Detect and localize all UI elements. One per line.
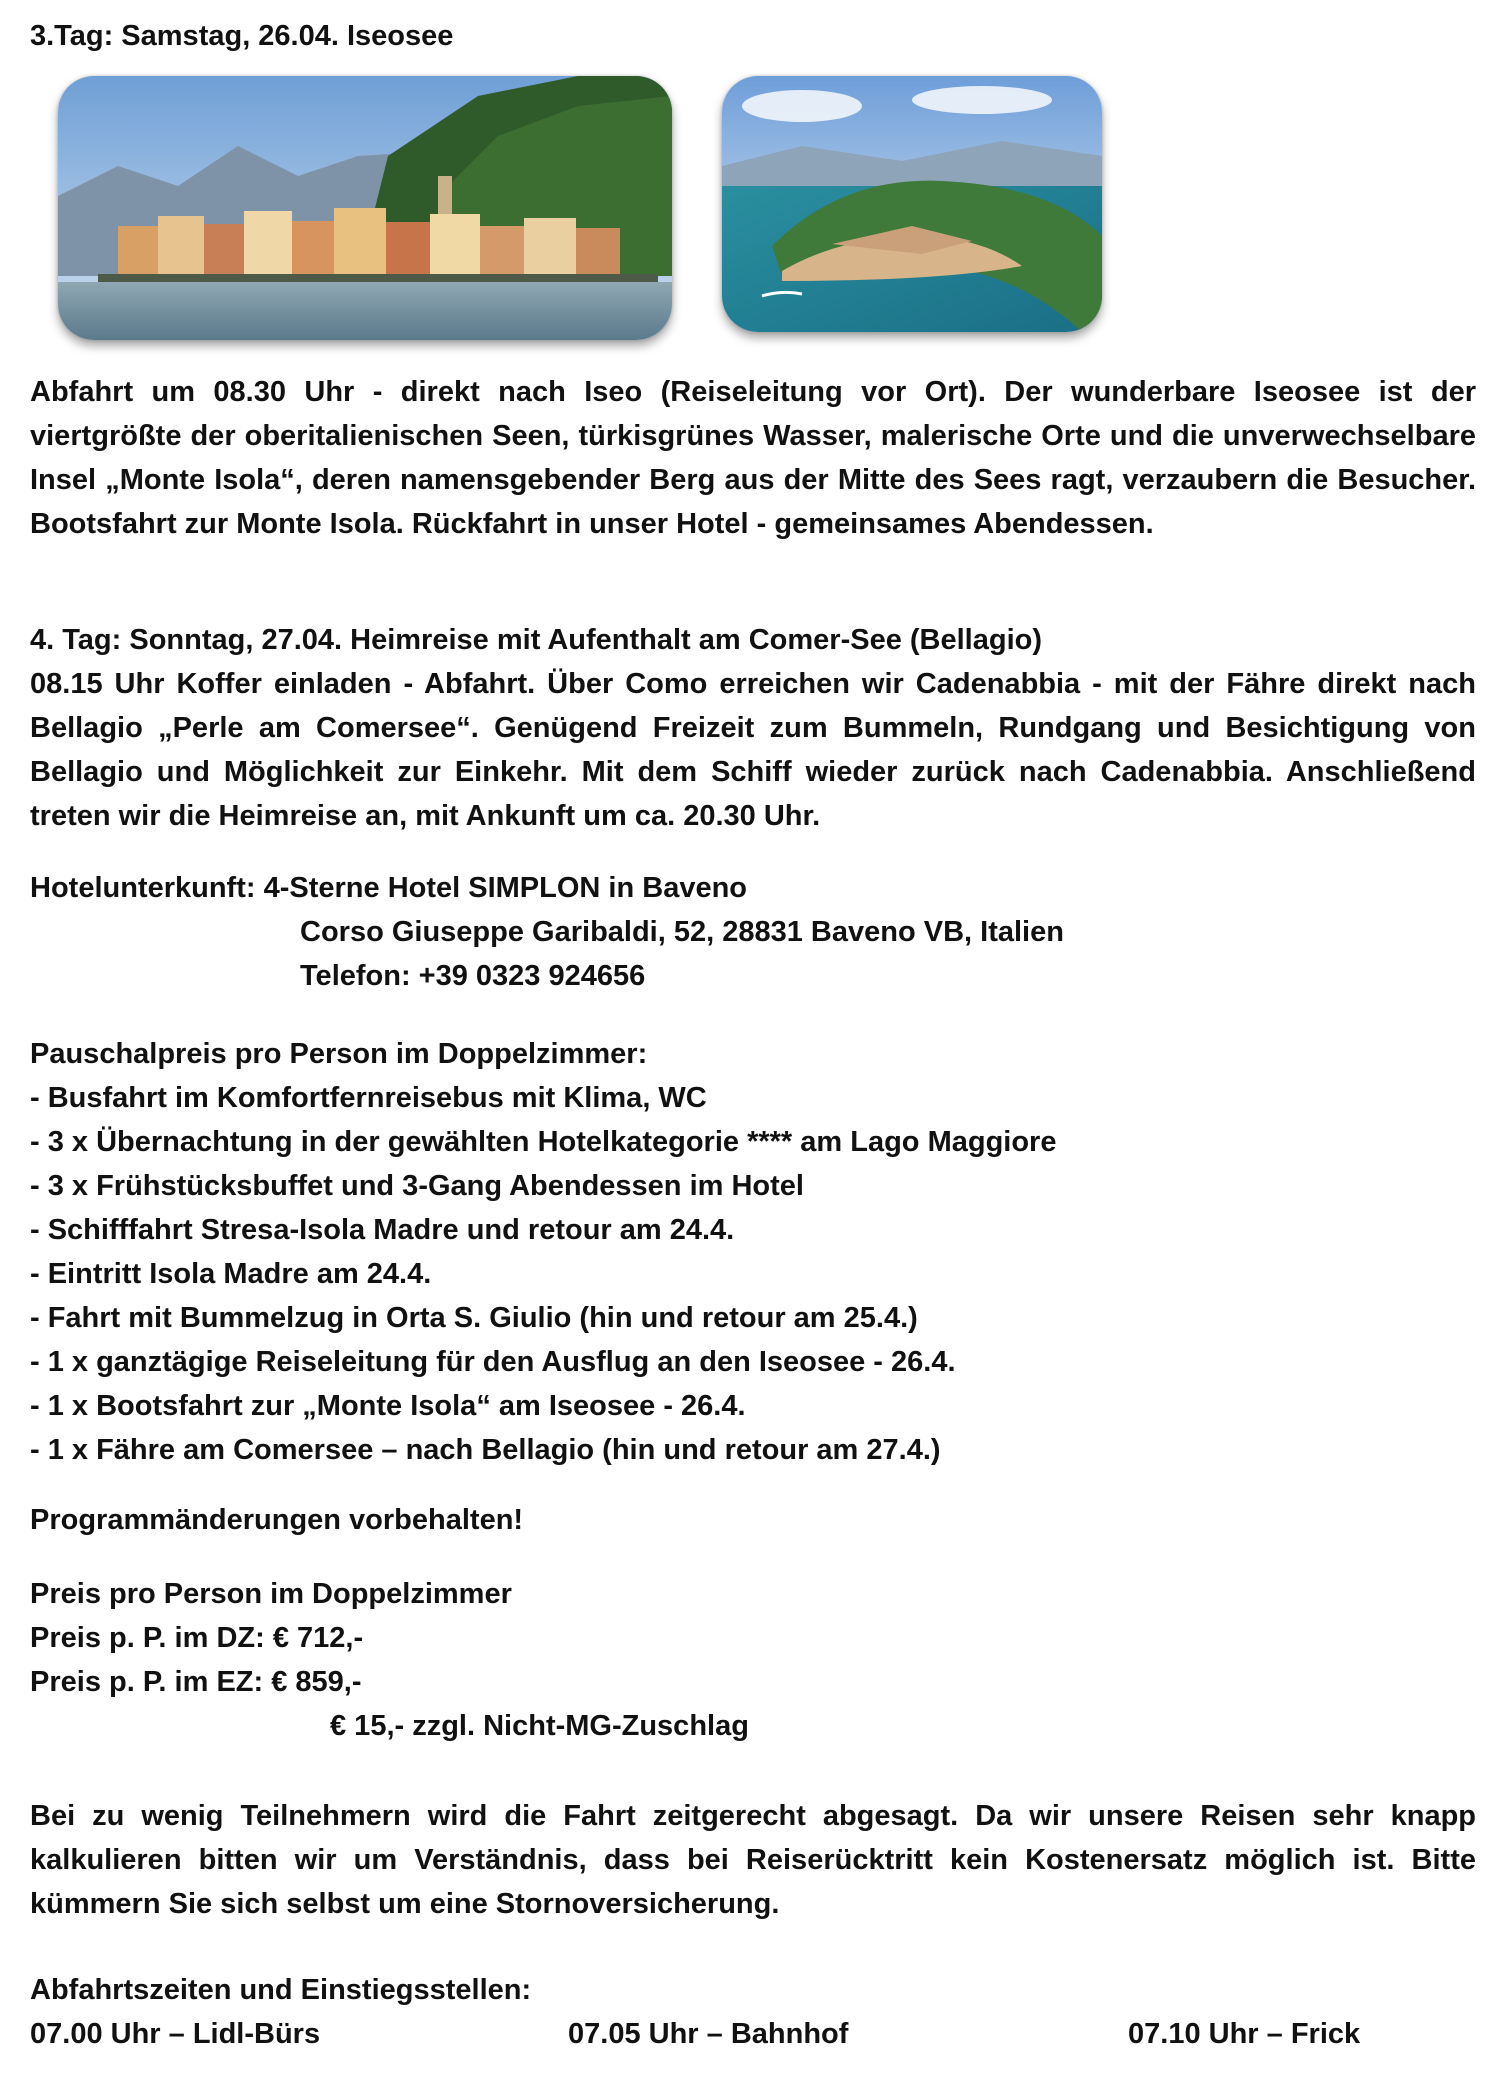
hotel-label: Hotelunterkunft: bbox=[30, 872, 256, 904]
day3-description: Abfahrt um 08.30 Uhr - direkt nach Iseo (Reiseleitung vor Ort). Der wunderbare Iseosee ist der viertgrößte der oberitalienischen Seen, türkisgrünes Wasser, malerische Orte und die unverwechselbare Insel „Monte Isola“, deren namensgebender Berg aus der Mitte des Sees ragt, verzaubern die Besucher. Bootsfahrt zur Monte Isola. Rückfahrt in unser Hotel - gemeinsames Abendessen. bbox=[30, 376, 1476, 540]
price-surcharge: € 15,- zzgl. Nicht-MG-Zuschlag bbox=[330, 1710, 749, 1742]
package-item: - Busfahrt im Komfortfernreisebus mit Klima, WC bbox=[30, 1082, 707, 1114]
departures-heading: Abfahrtszeiten und Einstiegsstellen: bbox=[30, 1974, 532, 2006]
price-ez: Preis p. P. im EZ: € 859,- bbox=[30, 1666, 362, 1698]
hotel-phone: Telefon: +39 0323 924656 bbox=[300, 960, 646, 992]
package-item: - Eintritt Isola Madre am 24.4. bbox=[30, 1258, 432, 1290]
package-heading: Pauschalpreis pro Person im Doppelzimmer: bbox=[30, 1038, 648, 1070]
package-item: - 1 x Fähre am Comersee – nach Bellagio (hin und retour am 27.4.) bbox=[30, 1434, 941, 1466]
hotel-address: Corso Giuseppe Garibaldi, 52, 28831 Baveno VB, Italien bbox=[300, 916, 1064, 948]
hotel-name: 4-Sterne Hotel SIMPLON in Baveno bbox=[263, 872, 748, 904]
departure-stop-3: 07.10 Uhr – Frick bbox=[1128, 2018, 1361, 2050]
peninsula-aerial-photo bbox=[722, 76, 1102, 332]
hotel-block bbox=[30, 866, 1476, 998]
package-item: - 1 x ganztägige Reiseleitung für den Ausflug an den Iseosee - 26.4. bbox=[30, 1346, 956, 1378]
package-item: - 1 x Bootsfahrt zur „Monte Isola“ am Iseosee - 26.4. bbox=[30, 1390, 746, 1422]
price-block bbox=[30, 1572, 1476, 1748]
day3-heading: 3.Tag: Samstag, 26.04. Iseosee bbox=[30, 20, 454, 52]
package-item: - 3 x Übernachtung in der gewählten Hotelkategorie **** am Lago Maggiore bbox=[30, 1126, 1057, 1158]
departure-stop-1: 07.00 Uhr – Lidl-Bürs bbox=[30, 2018, 321, 2050]
package-item: - Fahrt mit Bummelzug in Orta S. Giulio (hin und retour am 25.4.) bbox=[30, 1302, 918, 1334]
cancellation-note: Bei zu wenig Teilnehmern wird die Fahrt zeitgerecht abgesagt. Da wir unsere Reisen sehr knapp kalkulieren bitten wir um Verständnis, dass bei Reiserücktritt kein Kostenersatz möglich ist. Bitte kümmern Sie sich selbst um eine Stornoversicherung. bbox=[30, 1800, 1476, 1920]
price-dz: Preis p. P. im DZ: € 712,- bbox=[30, 1622, 364, 1654]
package-block bbox=[30, 1032, 1476, 1472]
price-heading: Preis pro Person im Doppelzimmer bbox=[30, 1578, 512, 1610]
package-item: - 3 x Frühstücksbuffet und 3-Gang Abendessen im Hotel bbox=[30, 1170, 804, 1202]
day4-description: 08.15 Uhr Koffer einladen - Abfahrt. Über Como erreichen wir Cadenabbia - mit der Fähre direkt nach Bellagio „Perle am Comersee“. Genügend Freizeit zum Bummeln, Rundgang und Besichtigung von Bellagio und Möglichkeit zur Einkehr. Mit dem Schiff wieder zurück nach Cadenabbia. Anschließend treten wir die Heimreise an, mit Ankunft um ca. 20.30 Uhr. bbox=[30, 668, 1476, 832]
program-notice: Programmänderungen vorbehalten! bbox=[30, 1504, 524, 1536]
lakeside-village-photo bbox=[58, 76, 672, 340]
departure-stop-2: 07.05 Uhr – Bahnhof bbox=[568, 2018, 849, 2050]
package-item: - Schifffahrt Stresa-Isola Madre und retour am 24.4. bbox=[30, 1214, 735, 1246]
day4-heading: 4. Tag: Sonntag, 27.04. Heimreise mit Aufenthalt am Comer-See (Bellagio) bbox=[30, 624, 1043, 656]
